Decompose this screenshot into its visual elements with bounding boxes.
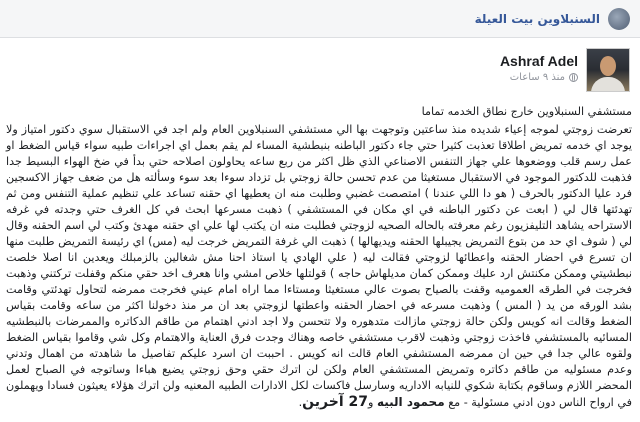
author-meta: [500, 48, 578, 83]
group-avatar[interactable]: [608, 8, 630, 30]
tagged-others-link[interactable]: 27 آخرين: [302, 394, 368, 410]
group-header-bar: [0, 0, 640, 38]
post-header: [10, 48, 630, 92]
globe-icon: [569, 73, 578, 82]
post-text: [6, 122, 632, 411]
tag-prefix: - مع: [444, 396, 472, 409]
tag-and: و: [367, 396, 377, 409]
post-body: [6, 104, 632, 411]
avatar-shirt-shape: [591, 77, 625, 92]
author-avatar[interactable]: [586, 48, 630, 92]
post-time-row: [500, 72, 578, 83]
avatar-face-shape: [600, 56, 616, 76]
author-name-link[interactable]: Ashraf Adel: [499, 53, 578, 69]
tag-line: [299, 396, 472, 409]
tag-suffix: .: [298, 396, 303, 409]
tagged-user-link[interactable]: محمود البيه: [376, 395, 445, 409]
post-timestamp-link[interactable]: منذ ٩ ساعات: [509, 72, 565, 83]
post-text-body: تعرضت زوجتي لموجه إعياء شديده منذ ساعتين وتوجهت بها الي مستشفي السنبلاوين العام ولم اجد في الاستقبال سوي دكتور امتياز ولا يوجد اي خدمه تمريض اطلاقا تعذبت كثيرا حتي جاء دكتور الباطنه بنبطشية المساء لم يقم بعمل اي اجراءات طبيه سواء قياس الضغط او عمل رسم قلب ووضعوها علي جهاز التنفس الاصناعي الذي ظل اكثر من ربع ساعه يحاولون اصلاحه حتي بدأ في ضخ الهواء البسيط جدا فذهبت للدكتور الموجود في الاستقبال مستغيثا من عدم تحسن حالة زوجتي بل تزداد سوءا بعد سوء وسألته هل من ضعف جهاز الاكسجين فرد عليا الدكتور بالحرف ( هو دا اللي عندنا ) امتصصت غضبي وطلبت منه ان يعطيها اي حقنه تساعد علي تنظيم عملية التنفس ومن ثم تهدئتها قال لي ( ابعت عن دكتور الباطنه في اي مكان في المستشفي ) ذهبت مسرعها ابحث في كل الغرف حتي وجدته في غرفه الاستراحه يشاهد التليفزيون رغم معرفته بالحاله الصحيه لزوجتي فطلبت منه ان يكتب لها علي اي حقنه مهدئ وكتب لي اسم الحقنه وقال لي ( شوف اي حد من بتوع التمريض يجيبلها الحقنه ويديهالها ) ذهبت الي غرفة التمريض خرجت ليه (مس) اي رئيسة التمريض طلبت منها ان تسرع في احضار الحقنه واعطائها لزوجتي فقالت ليه ( علي الهادي يا استاذ احنا مش شغالين بالزمبلك ويعدين انا اصلا خلصت نبطشيتي وممكن مكنتش ارد عليك وممكن كمان مديلهاش حاجه ) قولتلها خلاص امشي وانا هعرف اخد حقي منكم وقفلت تركتني وذهبت فخرجت في الطرقه العموميه وقفت بالصياح بصوت عالي مستغيثا ومستاءا مما اراه امام عيني فخرجت ممرضه لتحاول تهدئتي وقامت بشد الورقه من يد ( المس ) وذهبت مسرعه في احضار الحقنه واعطتها لزوجتي بعد ان مر منذ دخولنا اكثر من ساعه وقامت بقياس الضغط وقالت انه كويس ولكن حالة زوجتي مازالت متدهوره ولا تتحسن ولا اجد ادني اهتمام من طاقم الدكاتره والممرضات بالنبطشيه المسائيه بالمستشفي فاخذت زوجتي وذهبت لاقرب مستشفي خاصه وهناك وجدت فرق العناية والاهتمام وكل شي وقاموا بقياس الضغط ولقوه عالي جدا في حين ان ممرضه المستشفي العام قالت انه كويس . احببت ان اسرد عليكم تفاصيل ما شاهدته من اهمال وتدني وعدم مسئوليه من طاقم دكاتره وتمريض المستشفي العام ولكن لن اترك حقي وحق زوجتي يضيع هباءا وساتوجه في الصباح لعمل المحضر اللازم وساقوم بكتابة شكوي للنيابه الاداريه وسارسل فاكسات لكل الادارات الطبيه المعنيه ولن اترك هؤلاء يعيثون فسادا ويهملون في ارواح الناس دون ادني مسئولية: [6, 123, 632, 409]
post-title: مستشفي السنبلاوين خارج نطاق الخدمه تماما: [421, 105, 632, 118]
group-name-link[interactable]: السنبلاوين بيت العيلة: [474, 11, 600, 26]
